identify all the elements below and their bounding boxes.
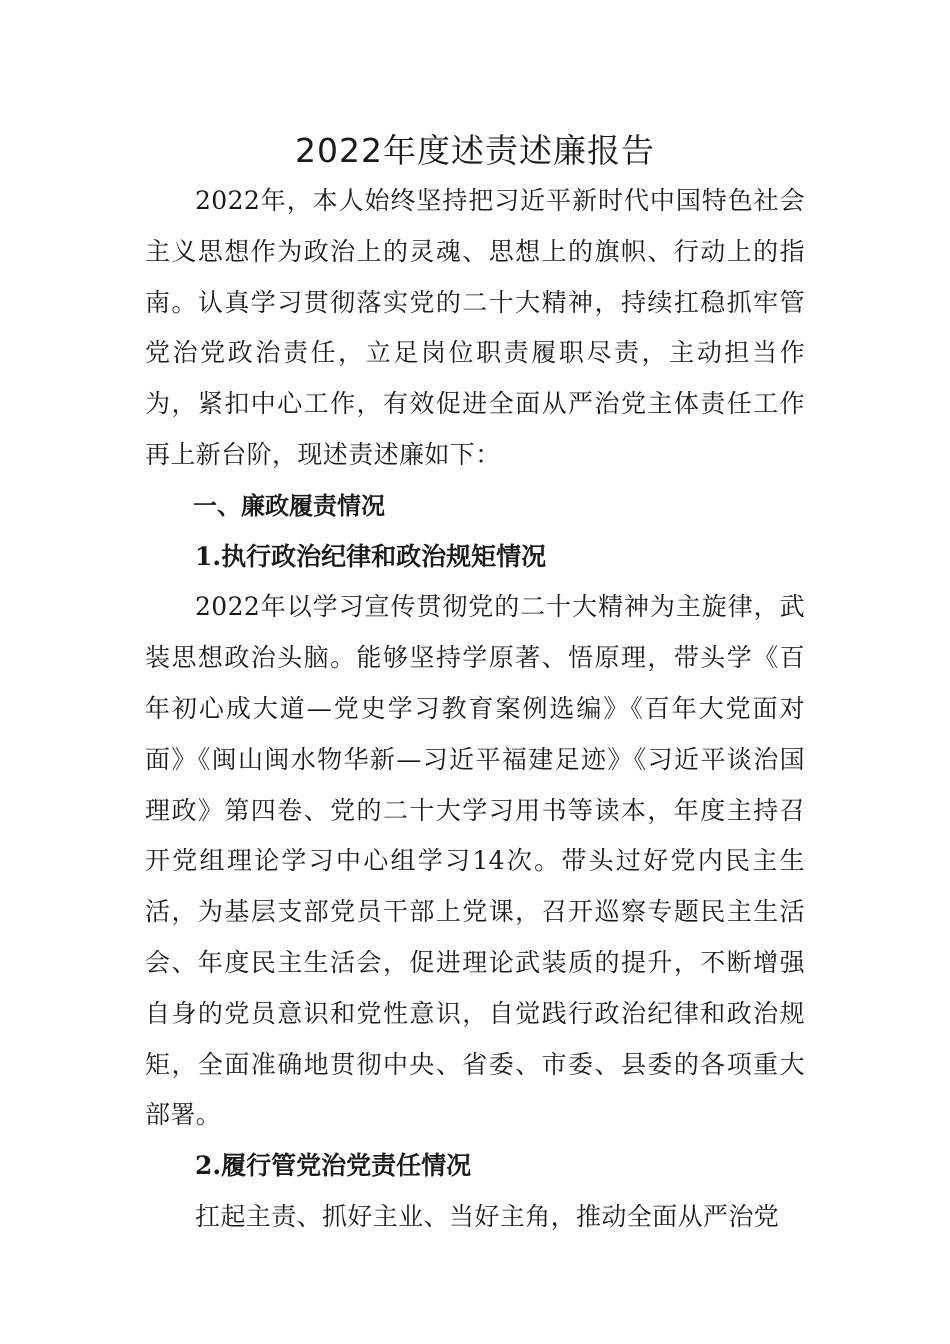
section-heading-1: 一、廉政履责情况 (193, 491, 385, 520)
intro-paragraph: 2022年，本人始终坚持把习近平新时代中国特色社会主义思想作为政治上的灵魂、思想上的旗帜、行动上的指南。认真学习贯彻落实党的二十大精神，持续扛稳抓牢管党治党政治责任，立足岗位职责履职尽责，主动担当作为，紧扣中心工作，有效促进全面从严治党主体责任工作再上新台阶，现述责述廉如下： (145, 186, 805, 469)
subsection-body-2: 扛起主责、抓好主业、当好主角，推动全面从严治党 (195, 1201, 780, 1231)
subsection-body-1: 2022年以学习宣传贯彻党的二十大精神为主旋律，武装思想政治头脑。能够坚持学原著、悟原理，带头学《百年初心成大道—党史学习教育案例选编》《百年大党面对面》《闽山闽水物华新—习近平福建足迹》《习近平谈治国理政》第四卷、党的二十大学习用书等读本，年度主持召开党组理论学习中心组学习14次。带头过好党内民主生活，为基层支部党员干部上党课，召开巡察专题民主生活会、年度民主生活会，促进理论武装质的提升，不断增强自身的党员意识和党性意识，自觉践行政治纪律和政治规矩，全面准确地贯彻中央、省委、市委、县委的各项重大部署。 (145, 592, 805, 1130)
document-page (145, 126, 805, 1243)
subsection-heading-2: 2.履行管党治党责任情况 (195, 1151, 472, 1181)
document-title: 2022年度述责述廉报告 (295, 131, 655, 170)
subsection-heading-1: 1.执行政治纪律和政治规矩情况 (195, 541, 547, 571)
